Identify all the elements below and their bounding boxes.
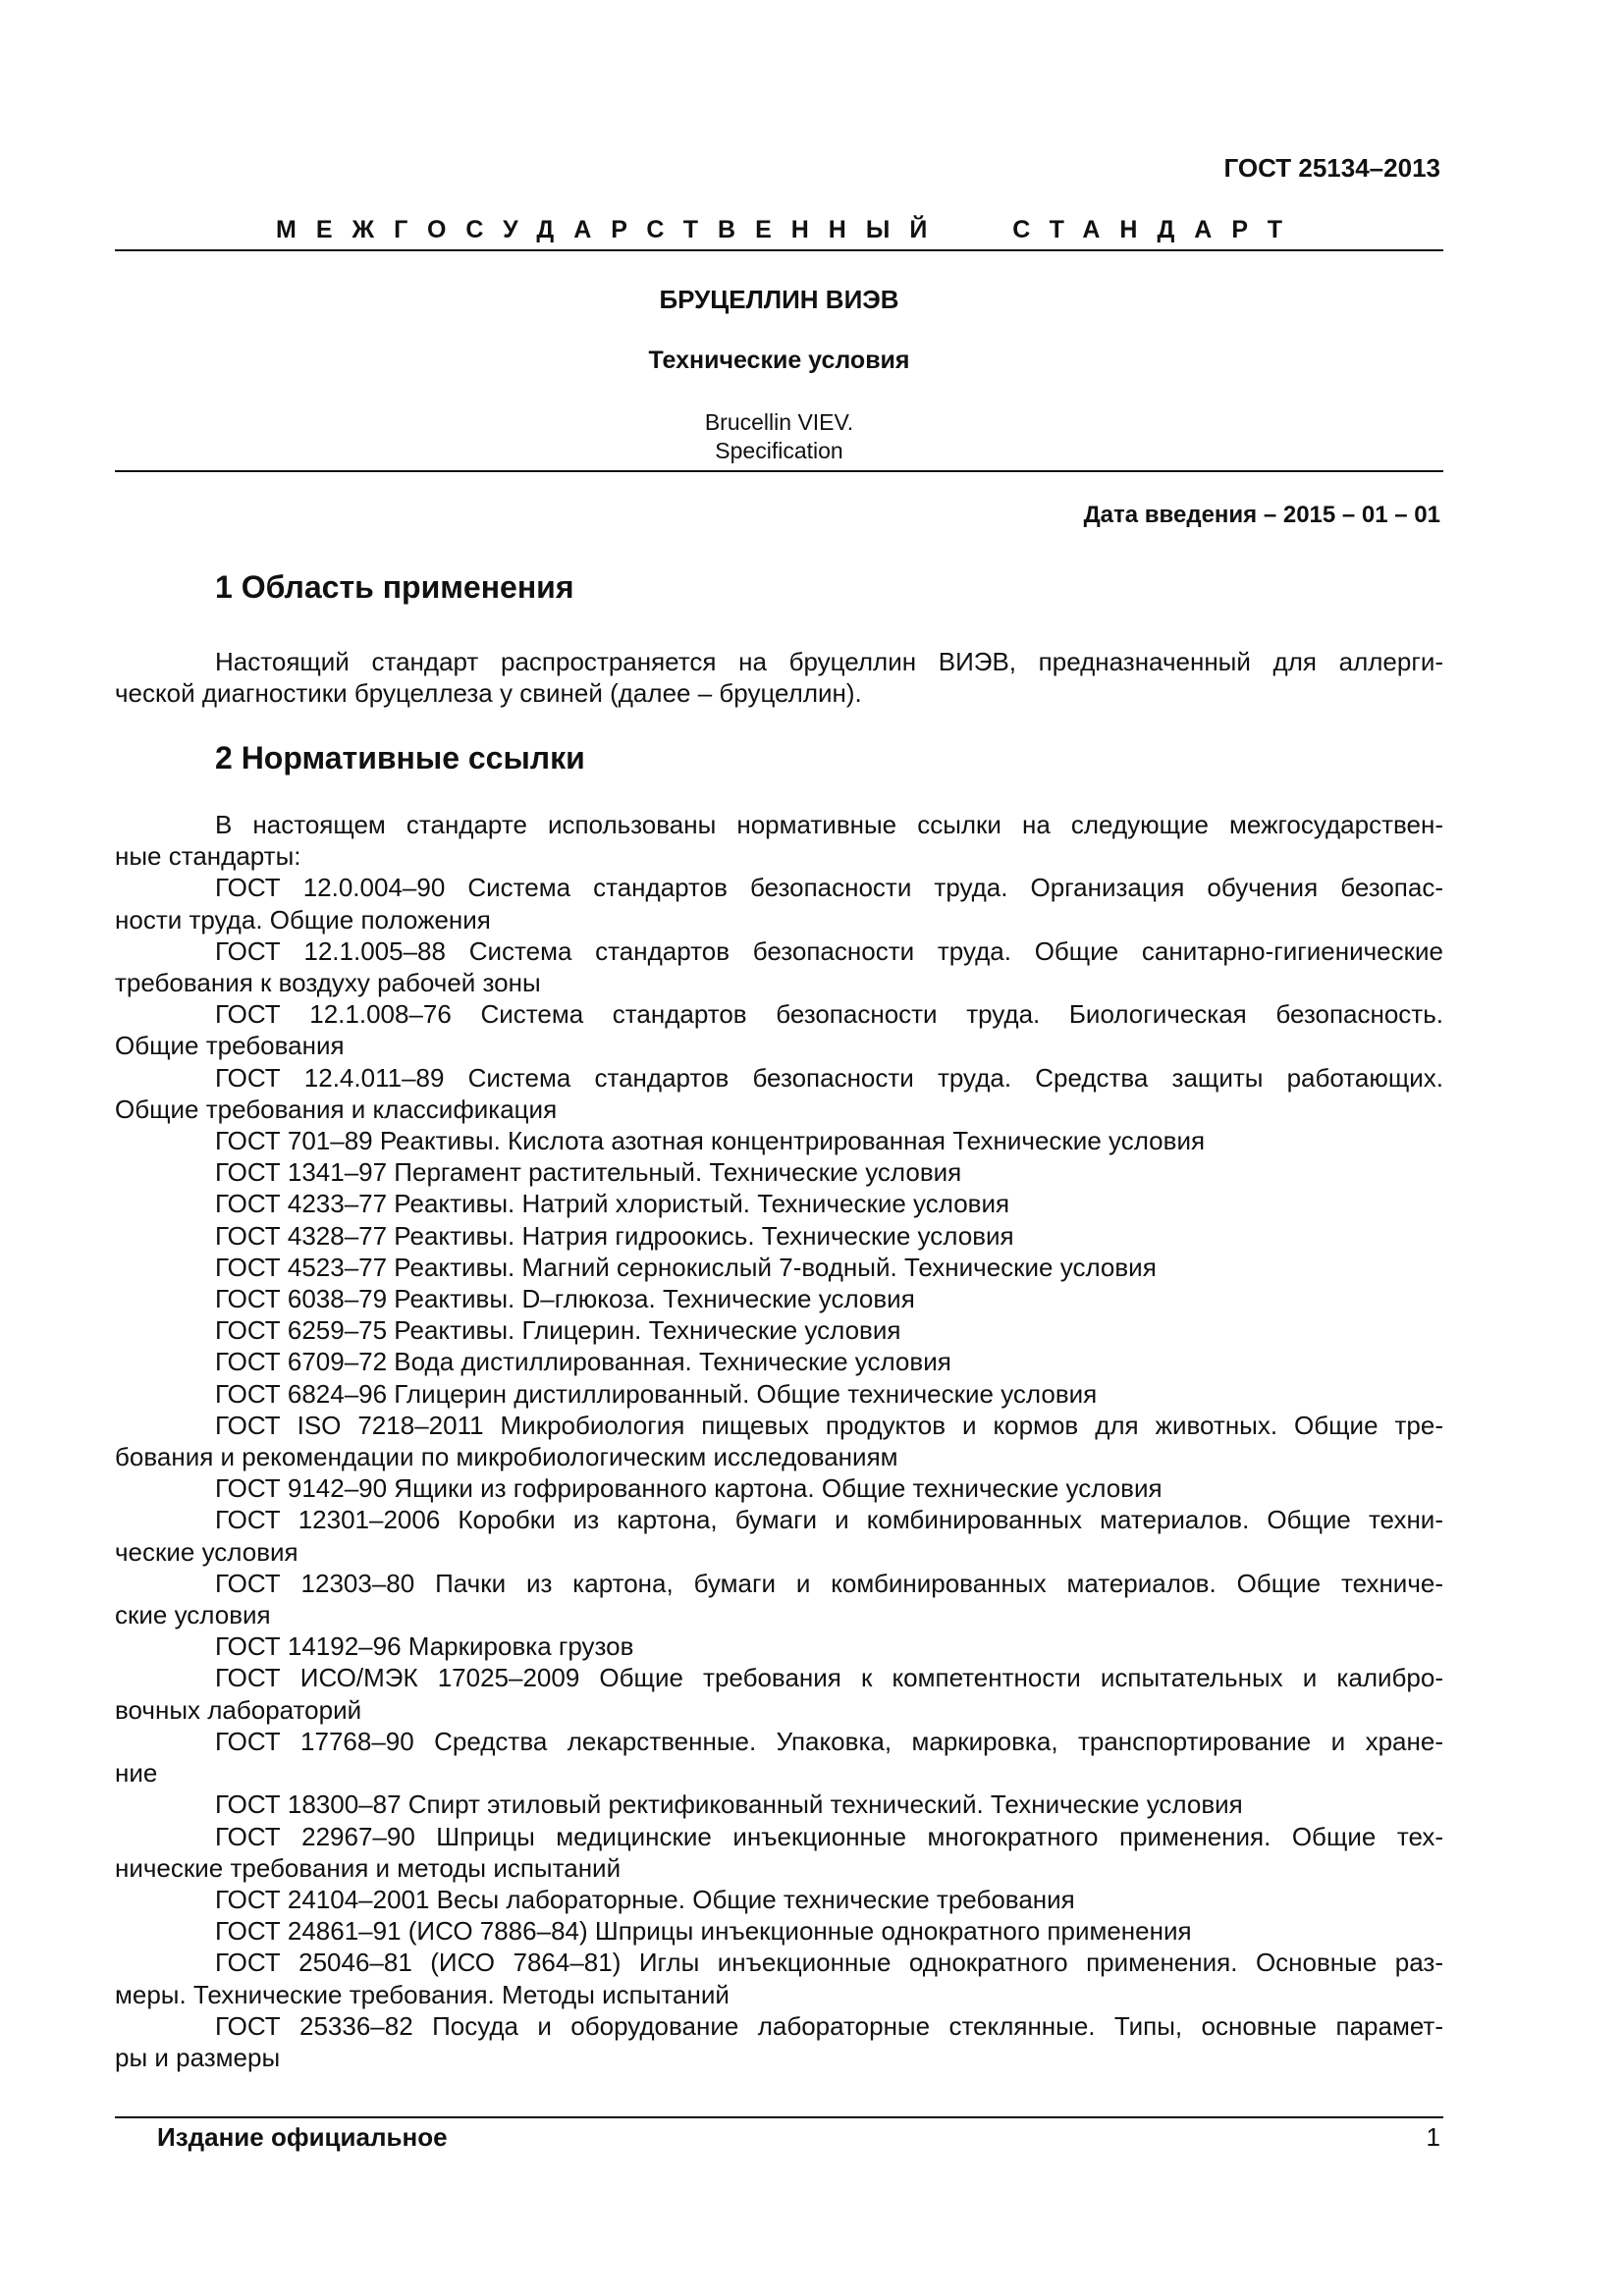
paragraph (115, 1346, 1443, 1377)
paragraph (115, 1125, 1443, 1156)
paragraph (115, 998, 1443, 1061)
page-number: 1 (1426, 2122, 1440, 2152)
text-line: ГОСТ 25336–82 Посуда и оборудование лабораторные стеклянные. Типы, основные парамет- (215, 2010, 1443, 2041)
section-heading-normative-references: 2 Нормативные ссылки (215, 740, 585, 775)
paragraph (115, 872, 1443, 934)
text-line: вочных лабораторий (115, 1694, 362, 1725)
english-subtitle: Specification (715, 438, 843, 463)
text-line: ГОСТ 12.1.008–76 Система стандартов безопасности труда. Биологическая безопасность. (215, 999, 1443, 1030)
paragraph (115, 1220, 1443, 1252)
text-line: ГОСТ 4523–77 Реактивы. Магний сернокислый 7-водный. Технические условия (215, 1252, 1157, 1282)
paragraph (115, 1504, 1443, 1567)
section-heading-scope: 1 Область применения (215, 569, 574, 605)
text-line: ГОСТ 24861–91 (ИСО 7886–84) Шприцы инъекционные однократного применения (215, 1916, 1192, 1947)
text-line: ГОСТ 12301–2006 Коробки из картона, бумаги и комбинированных материалов. Общие техни- (215, 1505, 1443, 1535)
text-line: ры и размеры (115, 2042, 281, 2072)
text-line: ГОСТ 12303–80 Пачки из картона, бумаги и комбинированных материалов. Общие техниче- (215, 1568, 1443, 1598)
paragraph (115, 1188, 1443, 1219)
text-line: ГОСТ 701–89 Реактивы. Кислота азотная концентрированная Технические условия (215, 1126, 1206, 1156)
paragraph (115, 1568, 1443, 1630)
section-scope-body (115, 646, 1443, 709)
paragraph (115, 1947, 1443, 2009)
section-references-body (115, 809, 1443, 2073)
text-line: ГОСТ 6259–75 Реактивы. Глицерин. Технические условия (215, 1315, 901, 1346)
text-line: ческие условия (115, 1536, 298, 1567)
paragraph (115, 1314, 1443, 1346)
text-line: меры. Технические требования. Методы испытаний (115, 1979, 730, 2009)
english-title: Brucellin VIEV. (704, 409, 854, 435)
text-line: Общие требования и классификация (115, 1094, 558, 1124)
paragraph (115, 1821, 1443, 1884)
paragraph (115, 1472, 1443, 1504)
paragraph (115, 1915, 1443, 1947)
footer-rule (115, 2116, 1443, 2118)
paragraph (115, 1410, 1443, 1472)
text-line: В настоящем стандарте использованы нормативные ссылки на следующие межгосударствен- (215, 810, 1443, 839)
text-line: ГОСТ 6038–79 Реактивы. D–глюкоза. Технические условия (215, 1284, 915, 1314)
text-line: ГОСТ 25046–81 (ИСО 7864–81) Иглы инъекционные однократного применения. Основные раз- (215, 1948, 1443, 1978)
text-line: нические требования и методы испытаний (115, 1852, 622, 1883)
text-line: Общие требования (115, 1031, 345, 1061)
paragraph (115, 1630, 1443, 1662)
text-line: бования и рекомендации по микробиологическим исследованиям (115, 1442, 898, 1472)
text-line: ные стандарты: (115, 841, 301, 872)
header-rule-bottom (115, 470, 1443, 472)
paragraph (115, 1062, 1443, 1125)
standard-type: МЕЖГОСУДАРСТВЕННЫЙ СТАНДАРТ (276, 216, 1302, 243)
header-rule-top (115, 249, 1443, 251)
text-line: ГОСТ 12.1.005–88 Система стандартов безопасности труда. Общие санитарно-гигиенические (215, 935, 1443, 966)
paragraph (115, 809, 1443, 872)
text-line: ности труда. Общие положения (115, 904, 491, 934)
paragraph (115, 1252, 1443, 1283)
paragraph (115, 1378, 1443, 1410)
text-line: ГОСТ 4328–77 Реактивы. Натрия гидроокись. Технические условия (215, 1220, 1014, 1251)
paragraph (115, 1726, 1443, 1789)
text-line: ГОСТ 22967–90 Шприцы медицинские инъекционные многократного применения. Общие тех- (215, 1821, 1443, 1851)
text-line: ГОСТ 6709–72 Вода дистиллированная. Технические условия (215, 1347, 951, 1377)
text-line: ГОСТ 24104–2001 Весы лабораторные. Общие технические требования (215, 1884, 1075, 1914)
official-edition-label: Издание официальное (157, 2122, 448, 2152)
document-title: БРУЦЕЛЛИН ВИЭВ (659, 285, 899, 314)
text-line: ГОСТ 12.4.011–89 Система стандартов безопасности труда. Средства защиты работающих. (215, 1062, 1443, 1093)
paragraph (115, 935, 1443, 998)
text-line: ГОСТ 9142–90 Ящики из гофрированного картона. Общие технические условия (215, 1473, 1163, 1504)
paragraph (115, 1156, 1443, 1188)
text-line: ГОСТ ИСО/МЭК 17025–2009 Общие требования к компетентности испытательных и калибро- (215, 1663, 1443, 1693)
text-line: ГОСТ 18300–87 Спирт этиловый ректификованный технический. Технические условия (215, 1789, 1243, 1820)
text-line: ГОСТ 12.0.004–90 Система стандартов безопасности труда. Организация обучения безопас- (215, 873, 1443, 903)
paragraph (115, 1662, 1443, 1725)
text-line: ГОСТ 6824–96 Глицерин дистиллированный. Общие технические условия (215, 1378, 1098, 1409)
text-line: ГОСТ ISO 7218–2011 Микробиология пищевых продуктов и кормов для животных. Общие тре- (215, 1410, 1443, 1440)
paragraph (115, 1283, 1443, 1314)
text-line: ские условия (115, 1600, 271, 1630)
text-line: Настоящий стандарт распространяется на бруцеллин ВИЭВ, предназначенный для аллерги- (215, 647, 1443, 676)
text-line: требования к воздуху рабочей зоны (115, 968, 541, 998)
paragraph (115, 646, 1443, 709)
document-code: ГОСТ 25134–2013 (1223, 153, 1440, 183)
text-line: ГОСТ 1341–97 Пергамент растительный. Технические условия (215, 1157, 962, 1188)
document-subtitle: Технические условия (648, 347, 910, 374)
text-line: ческой диагностики бруцеллеза у свиней (далее – бруцеллин). (115, 678, 862, 709)
paragraph (115, 2010, 1443, 2073)
paragraph (115, 1884, 1443, 1915)
text-line: ГОСТ 4233–77 Реактивы. Натрий хлористый. Технические условия (215, 1189, 1010, 1219)
text-line: ние (115, 1758, 158, 1789)
effective-date: Дата введения – 2015 – 01 – 01 (1083, 502, 1440, 528)
text-line: ГОСТ 17768–90 Средства лекарственные. Упаковка, маркировка, транспортирование и хране- (215, 1726, 1443, 1756)
paragraph (115, 1789, 1443, 1820)
text-line: ГОСТ 14192–96 Маркировка грузов (215, 1631, 634, 1662)
